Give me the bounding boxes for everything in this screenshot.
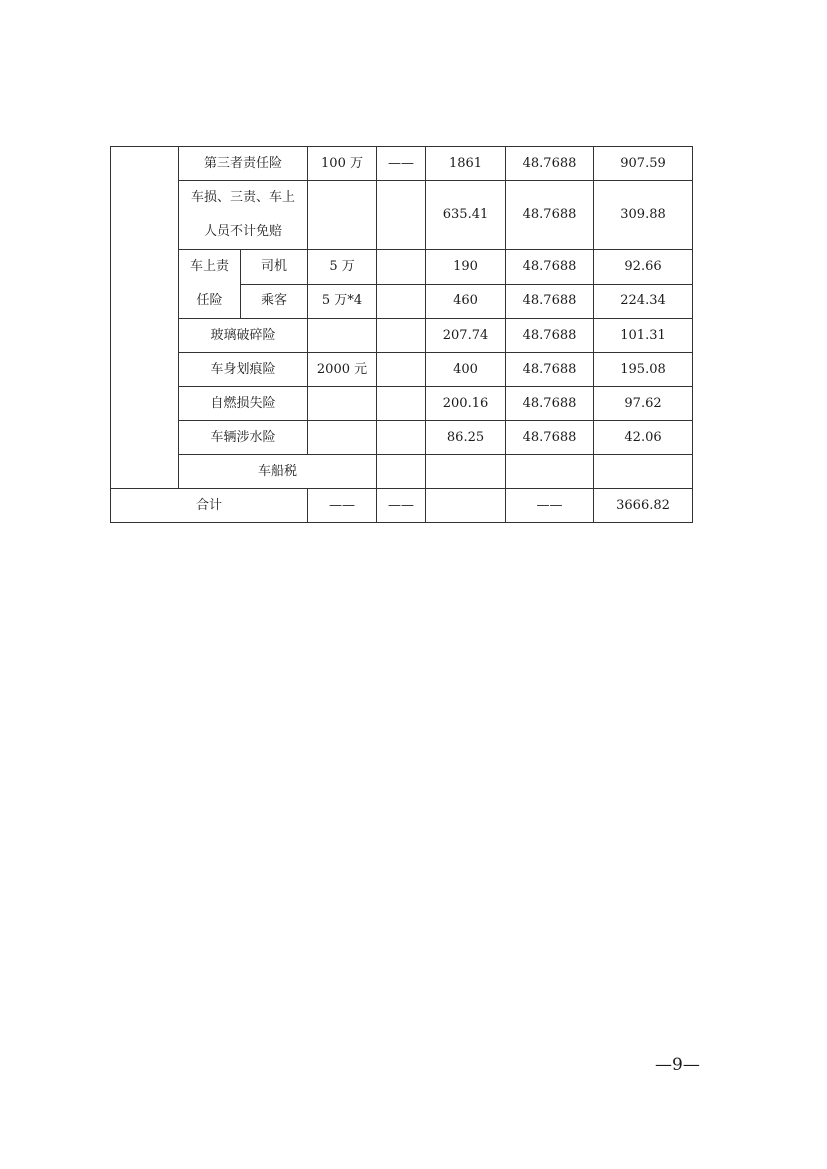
table-row-scratch [111,353,693,387]
rate-cell: 48.7688 [506,387,594,421]
onboard-group-cell [179,250,241,319]
premium-cell: 190 [426,250,506,285]
premium-cell [506,455,594,489]
group-cell-blank [111,147,179,489]
col3-cell [377,319,426,353]
rate-cell: 48.7688 [506,319,594,353]
item-cell: 第三者责任险 [179,147,308,181]
amount-cell: —— [308,489,377,523]
amount-cell: 100 万 [308,147,377,181]
amount-cell [308,181,377,250]
insurance-table [110,146,693,523]
total-cell: 42.06 [594,421,693,455]
col3-cell [377,284,426,319]
total-cell: 195.08 [594,353,693,387]
col3-cell [377,250,426,285]
premium-cell: 460 [426,284,506,319]
amount-cell [308,421,377,455]
table-row-fire [111,387,693,421]
item-cell: 司机 [241,250,308,285]
premium-cell: 635.41 [426,181,506,250]
amount-cell [377,455,426,489]
table-row-sum [111,489,693,523]
col3-cell: —— [377,489,426,523]
item-cell: 合计 [111,489,308,523]
col3-cell [377,421,426,455]
total-cell: 3666.82 [594,489,693,523]
col3-cell: —— [377,147,426,181]
rate-cell: —— [506,489,594,523]
onboard-line-2: 任险 [196,293,223,308]
rate-cell: 48.7688 [506,181,594,250]
premium-cell: 400 [426,353,506,387]
col3-cell [377,353,426,387]
col3-cell [377,387,426,421]
table-row-third-party [111,147,693,181]
premium-cell: 1861 [426,147,506,181]
total-cell: 101.31 [594,319,693,353]
onboard-line-1: 车上责 [189,259,229,274]
table-row-tax [111,455,693,489]
table-row-flood [111,421,693,455]
rate-cell: 48.7688 [506,284,594,319]
rate-cell: 48.7688 [506,353,594,387]
item-line-2: 人员不计免赔 [204,224,283,239]
total-cell: 907.59 [594,147,693,181]
item-cell: 车船税 [179,455,377,489]
total-cell: 97.62 [594,387,693,421]
rate-cell: 48.7688 [506,147,594,181]
col3-cell [377,181,426,250]
rate-cell [594,455,693,489]
item-cell [179,181,308,250]
total-cell: 224.34 [594,284,693,319]
rate-cell: 48.7688 [506,421,594,455]
table-row-deductible [111,181,693,250]
amount-cell: 2000 元 [308,353,377,387]
item-cell: 乘客 [241,284,308,319]
amount-cell [308,387,377,421]
premium-cell: 207.74 [426,319,506,353]
total-cell: 309.88 [594,181,693,250]
item-line-1: 车损、三责、车上 [191,190,296,205]
col3-cell [426,455,506,489]
amount-cell: 5 万*4 [308,284,377,319]
item-cell: 自燃损失险 [179,387,308,421]
table-row-driver [111,250,693,285]
page-number: —9— [655,1055,700,1075]
premium-cell [426,489,506,523]
total-cell: 92.66 [594,250,693,285]
table-row-glass [111,319,693,353]
premium-cell: 200.16 [426,387,506,421]
item-cell: 玻璃破碎险 [179,319,308,353]
amount-cell [308,319,377,353]
amount-cell: 5 万 [308,250,377,285]
item-cell: 车辆涉水险 [179,421,308,455]
item-cell: 车身划痕险 [179,353,308,387]
premium-cell: 86.25 [426,421,506,455]
rate-cell: 48.7688 [506,250,594,285]
